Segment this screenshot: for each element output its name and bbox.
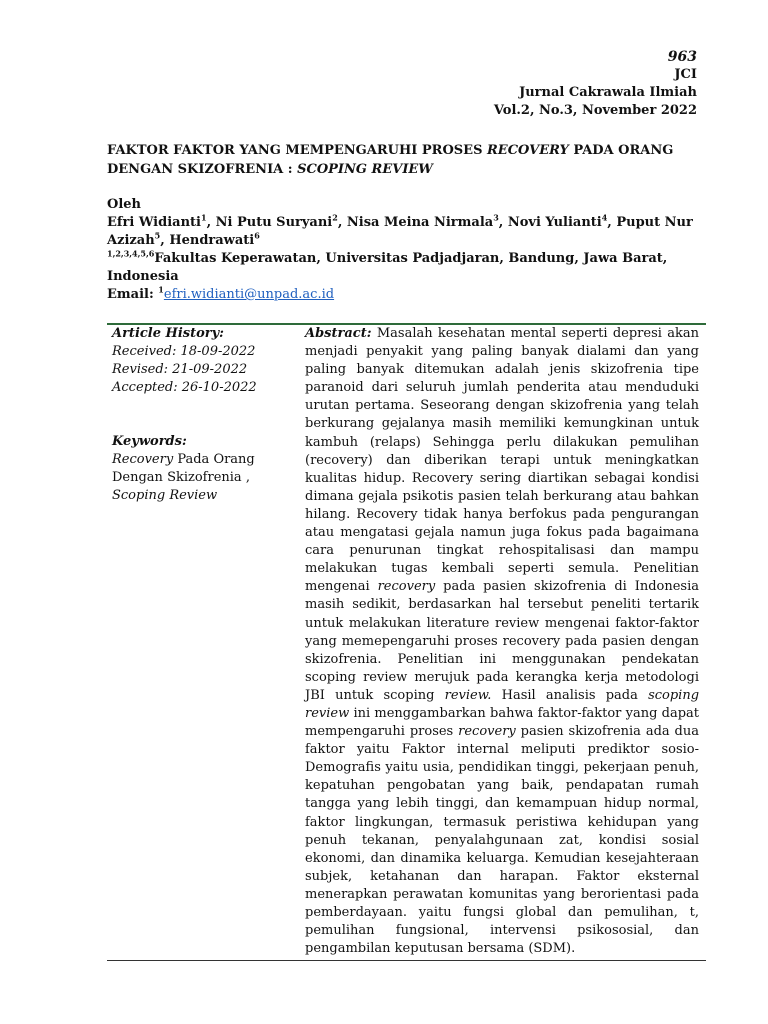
author-sup: 5 bbox=[154, 230, 161, 241]
author-separator: , bbox=[498, 215, 508, 230]
accepted-date: Accepted: 26-10-2022 bbox=[112, 380, 257, 395]
page-number: 963 bbox=[667, 49, 697, 65]
article-history-label: Article History: bbox=[112, 326, 224, 341]
abstract-italic: recovery bbox=[458, 724, 516, 740]
abstract-italic: recovery bbox=[377, 579, 436, 595]
abstract-segment: Hasil analisis pada bbox=[491, 687, 649, 703]
author-sup: 3 bbox=[493, 212, 499, 223]
affiliation bbox=[107, 250, 697, 286]
author-name: Efri Widianti bbox=[107, 215, 201, 230]
author-list bbox=[107, 214, 697, 250]
journal-volume: Vol.2, No.3, November 2022 bbox=[493, 103, 697, 118]
title-italic-scoping-review: SCOPING REVIEW bbox=[297, 162, 433, 177]
keywords-label: Keywords: bbox=[112, 434, 187, 449]
email-link[interactable]: efri.widianti@unpad.ac.id bbox=[163, 287, 335, 302]
email-line bbox=[107, 286, 697, 304]
abstract-segment: ini menggambarkan bahwa faktor-faktor yang dapat mempengaruhi proses bbox=[305, 705, 699, 740]
keyword-recovery: Recovery bbox=[112, 452, 174, 467]
journal-header bbox=[494, 48, 697, 120]
email-sup: 1 bbox=[158, 284, 164, 295]
journal-name: Jurnal Cakrawala Ilmiah bbox=[519, 85, 697, 100]
keyword-scoping-review: Scoping Review bbox=[112, 488, 218, 503]
byline bbox=[107, 196, 697, 304]
author-name: Ni Putu Suryani bbox=[215, 215, 333, 230]
abstract-label: Abstract: bbox=[305, 326, 372, 341]
affiliation-text: Fakultas Keperawatan, Universitas Padjadjaran, Bandung, Jawa Barat, Indonesia bbox=[107, 251, 668, 284]
author-separator: , bbox=[337, 215, 347, 230]
revised-date: Revised: 21-09-2022 bbox=[112, 362, 248, 377]
author-separator: , bbox=[607, 215, 617, 230]
article-title bbox=[107, 141, 697, 179]
abstract-text bbox=[305, 325, 699, 958]
bottom-divider bbox=[107, 960, 706, 961]
abstract-segment: pada pasien skizofrenia di Indonesia masih sedikit, berdasarkan hal tersebut peneliti tertarik untuk melakukan literature review mengenai faktor-faktor yang memepengaruhi proses recovery pada pasien dengan skizofrenia. Penelitian ini menggunakan pendekatan scoping review merujuk pada kerangka kerja metodologi JBI untuk scoping bbox=[305, 579, 699, 703]
title-part-1: FAKTOR FAKTOR YANG MEMPENGARUHI PROSES bbox=[107, 143, 487, 158]
oleh-label: Oleh bbox=[107, 197, 141, 212]
author-sup: 2 bbox=[332, 212, 338, 223]
email-label: Email: bbox=[107, 287, 159, 302]
abstract-italic: review. bbox=[444, 687, 492, 703]
keyword-rest: Pada Orang Dengan Skizofrenia , bbox=[112, 452, 255, 485]
article-info-column bbox=[112, 325, 297, 505]
author-sup: 6 bbox=[254, 230, 260, 241]
abstract-italic: scoping review bbox=[305, 687, 700, 721]
author-name: Nisa Meina Nirmala bbox=[346, 215, 494, 230]
author-sup: 1 bbox=[200, 212, 207, 223]
author-separator: , bbox=[160, 233, 170, 248]
author-name: Novi Yulianti bbox=[507, 215, 602, 230]
author-separator: , bbox=[206, 215, 216, 230]
received-date: Received: 18-09-2022 bbox=[112, 344, 256, 359]
author-sup: 4 bbox=[601, 212, 608, 223]
author-name: Hendrawati bbox=[169, 233, 255, 248]
journal-abbreviation: JCI bbox=[674, 67, 697, 82]
keywords-list bbox=[112, 451, 297, 505]
title-italic-recovery: RECOVERY bbox=[487, 143, 569, 158]
title-part-2: PADA ORANG DENGAN SKIZOFRENIA : bbox=[107, 143, 674, 177]
affiliation-sup: 1,2,3,4,5,6 bbox=[107, 248, 155, 259]
abstract-segment: pasien skizofrenia ada dua faktor yaitu Faktor internal meliputi prediktor sosio-Demografis yaitu usia, pendidikan tinggi, pekerjaan penuh, kepatuhan pengobatan yang baik, pendapatan rumah tangga yang lebih tinggi, dan kemampuan hidup normal, faktor lingkungan, termasuk peristiwa kehidupan yang penuh tekanan, penyalahgunaan zat, kondisi sosial ekonomi, dan dinamika keluarga. Kemudian kesejahteraan subjek, ketahanan dan harapan. Faktor eksternal menerapkan perawatan komunitas yang berorientasi pada pemberdayaan. yaitu fungsi global dan pemulihan, t, pemulihan fungsional, intervensi psikososial, dan pengambilan keputusan bersama (SDM). bbox=[305, 724, 699, 957]
author-name: Puput Nur Azizah bbox=[107, 215, 693, 248]
abstract-segment: Masalah kesehatan mental seperti depresi akan menjadi penyakit yang paling banyak dialami dan yang paling banyak ditemukan adalah jenis skizofrenia tipe paranoid dari seluruh jumlah penderita atau menduduki urutan pertama. Seseorang dengan skizofrenia yang telah berkurang gejalanya masih memiliki kemungkinan untuk kambuh (relaps) Sehingga perlu dilakukan pemulihan (recovery) dan diberikan terapi untuk meningkatkan kualitas hidup. Recovery sering diartikan sebagai kondisi dimana gejala psikotis pasien telah berkurang atau bahkan hilang. Recovery tidak hanya berfokus pada pengurangan atau mengatasi gejala namun juga fokus pada bagaimana cara penurunan tingkat rehospitalisasi dan mampu melakukan tugas kembali seperti semula. Penelitian mengenai bbox=[305, 326, 699, 595]
